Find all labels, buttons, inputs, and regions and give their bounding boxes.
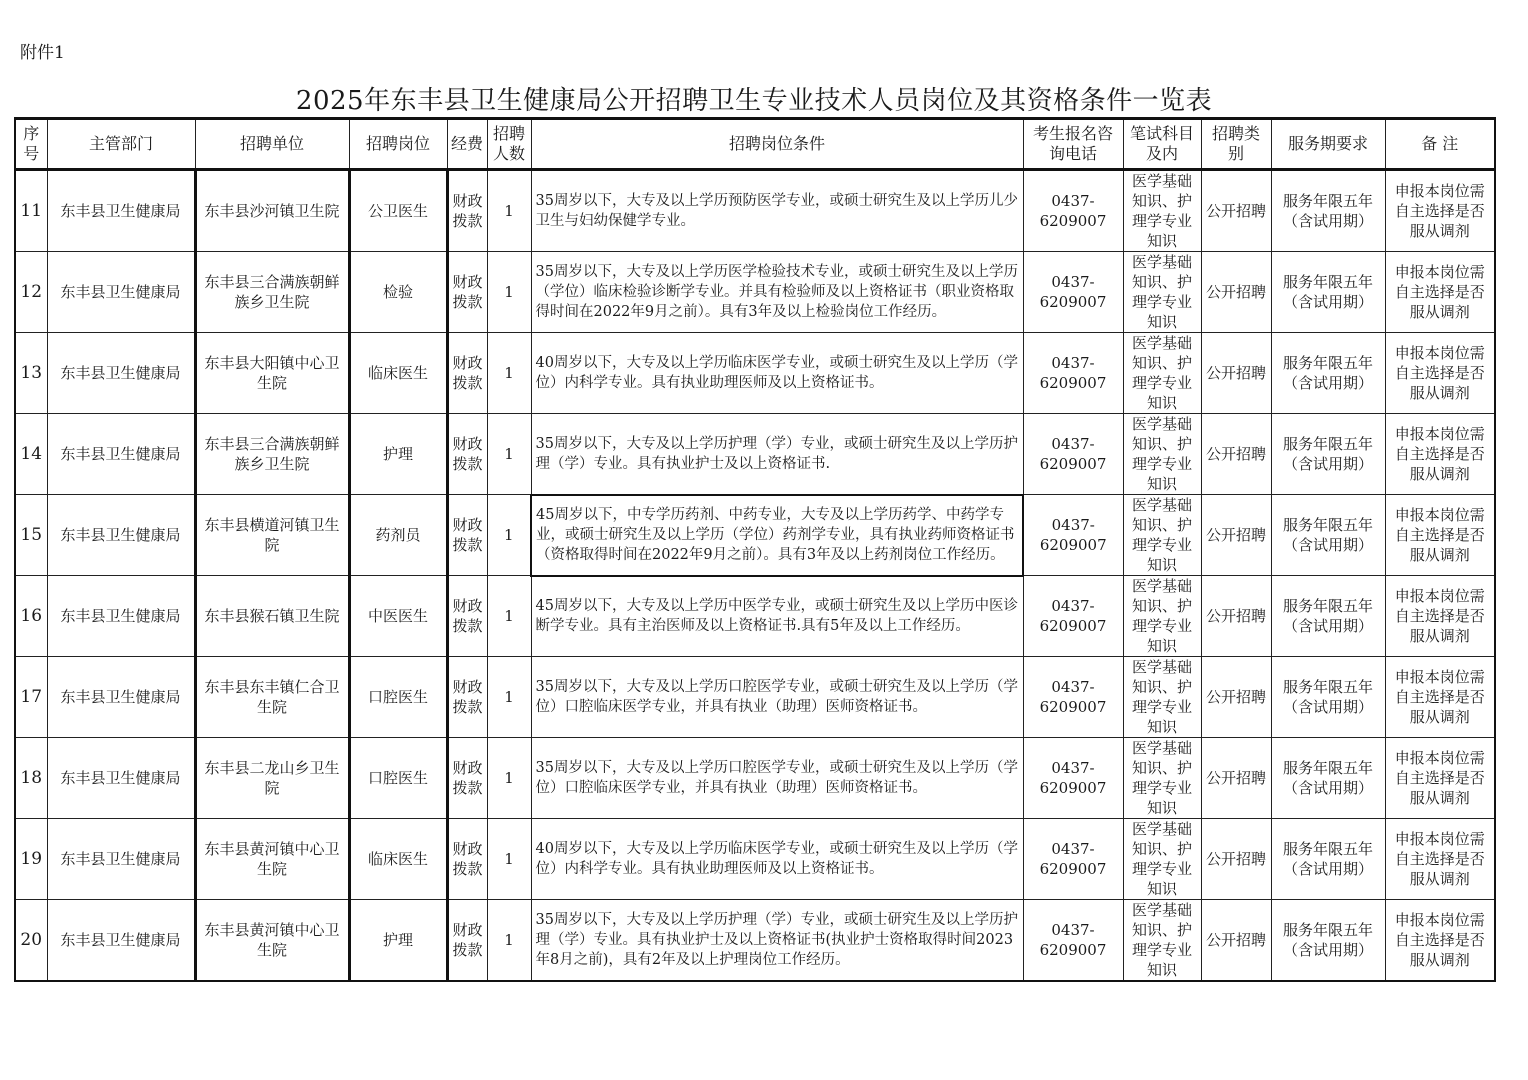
row-type: 公开招聘 — [1201, 738, 1271, 819]
row-type: 公开招聘 — [1201, 252, 1271, 333]
row-seq: 15 — [15, 495, 47, 576]
row-unit: 东丰县横道河镇卫生院 — [195, 495, 349, 576]
table-row — [15, 414, 1495, 495]
row-seq: 16 — [15, 576, 47, 657]
row-conditions: 35周岁以下，大专及以上学历口腔医学专业，或硕士研究生及以上学历（学位）口腔临床医学专业，并具有执业（助理）医师资格证书。 — [531, 657, 1023, 738]
row-service: 服务年限五年（含试用期） — [1271, 819, 1385, 900]
row-service: 服务年限五年（含试用期） — [1271, 657, 1385, 738]
row-seq: 17 — [15, 657, 47, 738]
row-subjects: 医学基础知识、护理学专业知识 — [1123, 333, 1201, 414]
table-row — [15, 252, 1495, 333]
header-unit: 招聘单位 — [195, 119, 349, 170]
row-fund: 财政拨款 — [447, 738, 487, 819]
row-conditions: 35周岁以下，大专及以上学历预防医学专业，或硕士研究生及以上学历儿少卫生与妇幼保健学专业。 — [531, 170, 1023, 252]
row-dept: 东丰县卫生健康局 — [47, 333, 195, 414]
table-row — [15, 819, 1495, 900]
table-row — [15, 900, 1495, 982]
row-unit: 东丰县东丰镇仁合卫生院 — [195, 657, 349, 738]
row-count: 1 — [487, 657, 531, 738]
row-note: 申报本岗位需自主选择是否服从调剂 — [1385, 333, 1495, 414]
row-note: 申报本岗位需自主选择是否服从调剂 — [1385, 738, 1495, 819]
row-dept: 东丰县卫生健康局 — [47, 170, 195, 252]
row-count: 1 — [487, 819, 531, 900]
row-service: 服务年限五年（含试用期） — [1271, 495, 1385, 576]
row-type: 公开招聘 — [1201, 819, 1271, 900]
row-note: 申报本岗位需自主选择是否服从调剂 — [1385, 900, 1495, 982]
row-unit: 东丰县黄河镇中心卫生院 — [195, 819, 349, 900]
row-type: 公开招聘 — [1201, 657, 1271, 738]
row-type: 公开招聘 — [1201, 576, 1271, 657]
row-post: 护理 — [349, 900, 447, 982]
row-service: 服务年限五年（含试用期） — [1271, 252, 1385, 333]
header-count: 招聘人数 — [487, 119, 531, 170]
row-count: 1 — [487, 414, 531, 495]
row-subjects: 医学基础知识、护理学专业知识 — [1123, 414, 1201, 495]
row-dept: 东丰县卫生健康局 — [47, 495, 195, 576]
row-seq: 14 — [15, 414, 47, 495]
row-seq: 11 — [15, 170, 47, 252]
row-service: 服务年限五年（含试用期） — [1271, 414, 1385, 495]
row-seq: 18 — [15, 738, 47, 819]
table-row — [15, 170, 1495, 252]
row-phone: 0437-6209007 — [1023, 252, 1123, 333]
row-seq: 12 — [15, 252, 47, 333]
table-row — [15, 657, 1495, 738]
header-conditions: 招聘岗位条件 — [531, 119, 1023, 170]
row-post: 临床医生 — [349, 333, 447, 414]
row-phone: 0437-6209007 — [1023, 657, 1123, 738]
row-post: 临床医生 — [349, 819, 447, 900]
row-service: 服务年限五年（含试用期） — [1271, 738, 1385, 819]
row-note: 申报本岗位需自主选择是否服从调剂 — [1385, 495, 1495, 576]
row-seq: 20 — [15, 900, 47, 982]
row-unit: 东丰县二龙山乡卫生院 — [195, 738, 349, 819]
row-count: 1 — [487, 170, 531, 252]
row-note: 申报本岗位需自主选择是否服从调剂 — [1385, 252, 1495, 333]
row-conditions: 35周岁以下，大专及以上学历医学检验技术专业，或硕士研究生及以上学历（学位）临床检验诊断学专业。并具有检验师及以上资格证书（职业资格取得时间在2022年9月之前）。具有3年及以上检验岗位工作经历。 — [531, 252, 1023, 333]
row-phone: 0437-6209007 — [1023, 819, 1123, 900]
row-post: 中医医生 — [349, 576, 447, 657]
header-post: 招聘岗位 — [349, 119, 447, 170]
row-post: 检验 — [349, 252, 447, 333]
header-type: 招聘类别 — [1201, 119, 1271, 170]
row-unit: 东丰县沙河镇卫生院 — [195, 170, 349, 252]
row-phone: 0437-6209007 — [1023, 738, 1123, 819]
row-fund: 财政拨款 — [447, 333, 487, 414]
row-type: 公开招聘 — [1201, 170, 1271, 252]
row-phone: 0437-6209007 — [1023, 170, 1123, 252]
row-conditions: 45周岁以下，大专及以上学历中医学专业，或硕士研究生及以上学历中医诊断学专业。具有主治医师及以上资格证书.具有5年及以上工作经历。 — [531, 576, 1023, 657]
row-type: 公开招聘 — [1201, 900, 1271, 982]
row-type: 公开招聘 — [1201, 414, 1271, 495]
row-seq: 19 — [15, 819, 47, 900]
row-fund: 财政拨款 — [447, 170, 487, 252]
row-note: 申报本岗位需自主选择是否服从调剂 — [1385, 819, 1495, 900]
row-fund: 财政拨款 — [447, 819, 487, 900]
row-dept: 东丰县卫生健康局 — [47, 900, 195, 982]
row-post: 口腔医生 — [349, 657, 447, 738]
row-conditions: 35周岁以下，大专及以上学历护理（学）专业，或硕士研究生及以上学历护理（学）专业。具有执业护士及以上资格证书(执业护士资格取得时间2023年8月之前)，具有2年及以上护理岗位工作经历。 — [531, 900, 1023, 982]
row-service: 服务年限五年（含试用期） — [1271, 900, 1385, 982]
header-note: 备 注 — [1385, 119, 1495, 170]
row-type: 公开招聘 — [1201, 495, 1271, 576]
row-dept: 东丰县卫生健康局 — [47, 414, 195, 495]
row-conditions: 45周岁以下，中专学历药剂、中药专业，大专及以上学历药学、中药学专业，或硕士研究生及以上学历（学位）药剂学专业，具有执业药师资格证书（资格取得时间在2022年9月之前）。具有3年及以上药剂岗位工作经历。 — [531, 495, 1023, 576]
row-count: 1 — [487, 495, 531, 576]
row-dept: 东丰县卫生健康局 — [47, 738, 195, 819]
row-count: 1 — [487, 900, 531, 982]
row-dept: 东丰县卫生健康局 — [47, 576, 195, 657]
table-row — [15, 495, 1495, 576]
row-fund: 财政拨款 — [447, 900, 487, 982]
row-unit: 东丰县三合满族朝鲜族乡卫生院 — [195, 414, 349, 495]
row-subjects: 医学基础知识、护理学专业知识 — [1123, 657, 1201, 738]
row-phone: 0437-6209007 — [1023, 414, 1123, 495]
row-fund: 财政拨款 — [447, 657, 487, 738]
row-dept: 东丰县卫生健康局 — [47, 819, 195, 900]
row-service: 服务年限五年（含试用期） — [1271, 576, 1385, 657]
row-note: 申报本岗位需自主选择是否服从调剂 — [1385, 414, 1495, 495]
row-fund: 财政拨款 — [447, 576, 487, 657]
table-row — [15, 576, 1495, 657]
row-count: 1 — [487, 252, 531, 333]
row-subjects: 医学基础知识、护理学专业知识 — [1123, 900, 1201, 982]
row-unit: 东丰县黄河镇中心卫生院 — [195, 900, 349, 982]
row-note: 申报本岗位需自主选择是否服从调剂 — [1385, 576, 1495, 657]
row-unit: 东丰县猴石镇卫生院 — [195, 576, 349, 657]
row-fund: 财政拨款 — [447, 495, 487, 576]
row-type: 公开招聘 — [1201, 333, 1271, 414]
row-subjects: 医学基础知识、护理学专业知识 — [1123, 495, 1201, 576]
page-title: 2025年东丰县卫生健康局公开招聘卫生专业技术人员岗位及其资格条件一览表 — [295, 86, 1213, 116]
row-conditions: 35周岁以下，大专及以上学历口腔医学专业，或硕士研究生及以上学历（学位）口腔临床医学专业，并具有执业（助理）医师资格证书。 — [531, 738, 1023, 819]
row-fund: 财政拨款 — [447, 414, 487, 495]
row-fund: 财政拨款 — [447, 252, 487, 333]
header-subjects: 笔试科目及内 — [1123, 119, 1201, 170]
row-phone: 0437-6209007 — [1023, 495, 1123, 576]
header-row — [15, 119, 1495, 170]
row-conditions: 40周岁以下，大专及以上学历临床医学专业，或硕士研究生及以上学历（学位）内科学专业。具有执业助理医师及以上资格证书。 — [531, 333, 1023, 414]
positions-table — [14, 117, 1496, 982]
row-note: 申报本岗位需自主选择是否服从调剂 — [1385, 657, 1495, 738]
row-subjects: 医学基础知识、护理学专业知识 — [1123, 170, 1201, 252]
row-count: 1 — [487, 576, 531, 657]
row-subjects: 医学基础知识、护理学专业知识 — [1123, 252, 1201, 333]
row-dept: 东丰县卫生健康局 — [47, 252, 195, 333]
row-count: 1 — [487, 738, 531, 819]
row-post: 口腔医生 — [349, 738, 447, 819]
row-service: 服务年限五年（含试用期） — [1271, 333, 1385, 414]
row-unit: 东丰县三合满族朝鲜族乡卫生院 — [195, 252, 349, 333]
header-fund: 经费 — [447, 119, 487, 170]
table-row — [15, 738, 1495, 819]
header-phone: 考生报名咨询电话 — [1023, 119, 1123, 170]
header-service: 服务期要求 — [1271, 119, 1385, 170]
row-conditions: 35周岁以下，大专及以上学历护理（学）专业，或硕士研究生及以上学历护理（学）专业。具有执业护士及以上资格证书. — [531, 414, 1023, 495]
row-seq: 13 — [15, 333, 47, 414]
row-note: 申报本岗位需自主选择是否服从调剂 — [1385, 170, 1495, 252]
row-subjects: 医学基础知识、护理学专业知识 — [1123, 738, 1201, 819]
row-conditions: 40周岁以下，大专及以上学历临床医学专业，或硕士研究生及以上学历（学位）内科学专业。具有执业助理医师及以上资格证书。 — [531, 819, 1023, 900]
row-phone: 0437-6209007 — [1023, 333, 1123, 414]
row-service: 服务年限五年（含试用期） — [1271, 170, 1385, 252]
attachment-label: 附件1 — [20, 43, 65, 63]
row-phone: 0437-6209007 — [1023, 900, 1123, 982]
row-post: 公卫医生 — [349, 170, 447, 252]
header-dept: 主管部门 — [47, 119, 195, 170]
row-phone: 0437-6209007 — [1023, 576, 1123, 657]
row-unit: 东丰县大阳镇中心卫生院 — [195, 333, 349, 414]
row-post: 护理 — [349, 414, 447, 495]
row-subjects: 医学基础知识、护理学专业知识 — [1123, 819, 1201, 900]
row-post: 药剂员 — [349, 495, 447, 576]
row-count: 1 — [487, 333, 531, 414]
row-subjects: 医学基础知识、护理学专业知识 — [1123, 576, 1201, 657]
table-row — [15, 333, 1495, 414]
row-dept: 东丰县卫生健康局 — [47, 657, 195, 738]
header-seq: 序号 — [15, 119, 47, 170]
